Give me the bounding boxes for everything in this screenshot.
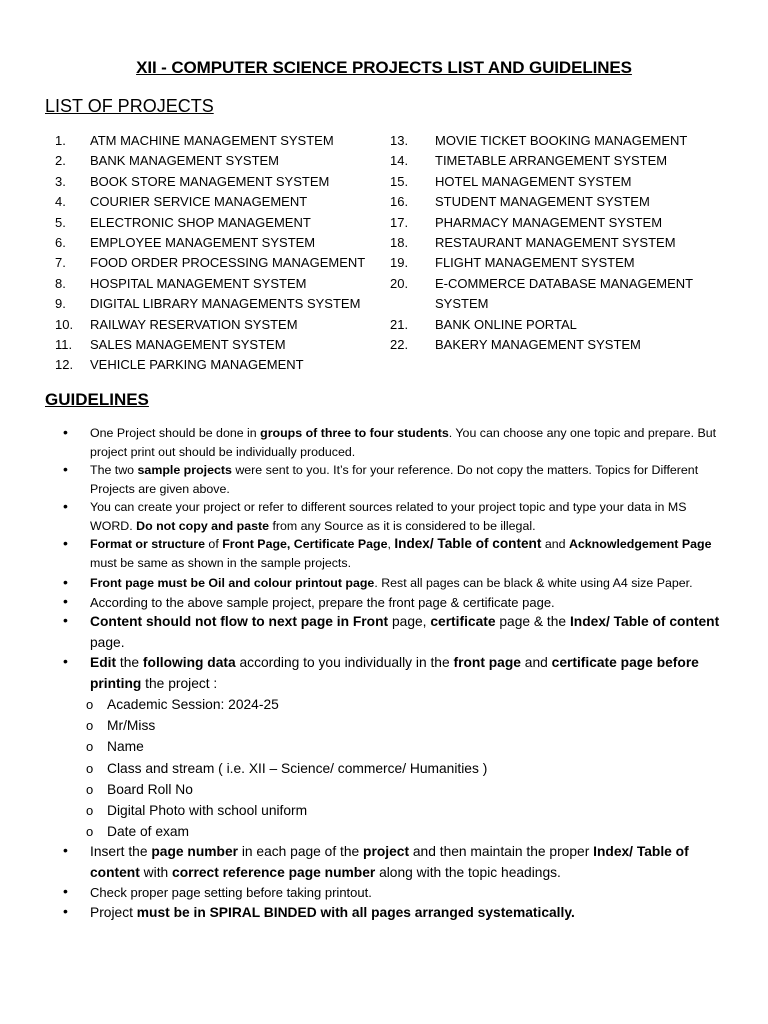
project-name: FLIGHT MANAGEMENT SYSTEM <box>435 255 635 271</box>
projects-list-left <box>45 131 400 376</box>
edit-field-item <box>86 736 723 757</box>
guidelines-heading: GUIDELINES <box>45 390 149 409</box>
project-name: E-COMMERCE DATABASE MANAGEMENT SYSTEM <box>435 275 693 312</box>
project-name: TIMETABLE ARRANGEMENT SYSTEM <box>435 153 668 169</box>
guideline-item <box>63 461 723 498</box>
project-number: 21. <box>390 316 409 332</box>
project-number: 7. <box>55 255 66 271</box>
bullet-icon: • <box>63 461 68 477</box>
guideline-item <box>63 653 723 694</box>
project-number: 2. <box>55 153 66 169</box>
project-number: 10. <box>55 316 74 332</box>
project-number: 3. <box>55 173 66 189</box>
guideline-item <box>63 498 723 535</box>
edit-fields-container <box>63 694 723 842</box>
page-title: XII - COMPUTER SCIENCE PROJECTS LIST AND GUIDELINES <box>136 58 632 77</box>
project-name: SALES MANAGEMENT SYSTEM <box>90 337 286 353</box>
guideline-text: Edit the following data according to you individually in the front page and certificate page before printing the project : <box>90 655 699 691</box>
project-name: STUDENT MANAGEMENT SYSTEM <box>435 194 650 210</box>
project-name: FOOD ORDER PROCESSING MANAGEMENT <box>90 255 366 271</box>
edit-field-text: Name <box>107 739 144 755</box>
project-number: 1. <box>55 133 66 148</box>
guideline-text: According to the above sample project, prepare the front page & certificate page. <box>90 594 555 610</box>
project-item <box>45 233 400 253</box>
edit-field-text: Board Roll No <box>107 781 193 797</box>
project-name: BAKERY MANAGEMENT SYSTEM <box>435 337 641 353</box>
edit-field-text: Date of exam <box>107 824 190 840</box>
edit-field-item <box>86 715 723 736</box>
guideline-text: The two sample projects were sent to you. It’s for your reference. Do not copy the matters. Topics for Different Projects are given above. <box>90 463 699 496</box>
project-number: 9. <box>55 296 66 312</box>
project-item <box>390 192 720 212</box>
project-name: BANK MANAGEMENT SYSTEM <box>90 153 280 169</box>
edit-field-text: Mr/Miss <box>107 718 156 734</box>
project-item <box>45 315 400 335</box>
project-name: ATM MACHINE MANAGEMENT SYSTEM <box>90 133 334 148</box>
guideline-item <box>63 424 723 461</box>
project-number: 5. <box>55 214 66 230</box>
project-item <box>45 294 400 314</box>
circle-bullet-icon: o <box>86 824 94 840</box>
edit-field-text: Academic Session: 2024-25 <box>107 697 279 712</box>
list-of-projects-heading: LIST OF PROJECTS <box>45 96 214 116</box>
project-number: 4. <box>55 194 66 210</box>
bullet-icon: • <box>63 498 68 514</box>
circle-bullet-icon: o <box>86 718 94 734</box>
edit-field-item <box>86 821 723 842</box>
project-number: 8. <box>55 275 66 291</box>
bullet-icon: • <box>63 612 68 628</box>
project-name: BANK ONLINE PORTAL <box>435 316 577 332</box>
project-item <box>390 213 720 233</box>
guideline-text: Content should not flow to next page in Front page, certificate page & the Index/ Table of content page. <box>90 614 720 650</box>
project-name: BOOK STORE MANAGEMENT SYSTEM <box>90 173 330 189</box>
project-name: COURIER SERVICE MANAGEMENT <box>90 194 308 210</box>
project-name: VEHICLE PARKING MANAGEMENT <box>90 357 304 373</box>
bullet-icon: • <box>63 653 68 669</box>
guideline-text: One Project should be done in groups of three to four students. You can choose any one topic and prepare. But project print out should be individually produced. <box>90 426 717 459</box>
project-item <box>390 335 720 355</box>
bullet-icon: • <box>63 902 68 919</box>
project-name: RESTAURANT MANAGEMENT SYSTEM <box>435 235 676 251</box>
project-name: HOSPITAL MANAGEMENT SYSTEM <box>90 275 307 291</box>
project-item <box>45 253 400 273</box>
bullet-icon: • <box>63 424 68 440</box>
project-item <box>390 131 720 151</box>
project-name: EMPLOYEE MANAGEMENT SYSTEM <box>90 235 316 251</box>
projects-list-right <box>390 131 720 355</box>
project-item <box>45 274 400 294</box>
project-item <box>390 253 720 273</box>
circle-bullet-icon: o <box>86 760 94 776</box>
guidelines-list <box>63 424 723 923</box>
project-number: 13. <box>390 133 409 148</box>
bullet-icon: • <box>63 574 68 590</box>
project-number: 6. <box>55 235 66 251</box>
circle-bullet-icon: o <box>86 803 94 819</box>
project-number: 20. <box>390 275 409 291</box>
project-name: RAILWAY RESERVATION SYSTEM <box>90 316 298 332</box>
bullet-icon: • <box>63 883 68 900</box>
guideline-text: Format or structure of Front Page, Certificate Page, Index/ Table of content and Acknowledgement Page must be same as shown in the sample projects. <box>90 536 712 570</box>
circle-bullet-icon: o <box>86 697 94 712</box>
project-number: 17. <box>390 214 409 230</box>
guideline-item <box>63 612 723 653</box>
project-name: MOVIE TICKET BOOKING MANAGEMENT <box>435 133 688 148</box>
guideline-item <box>63 883 723 903</box>
guideline-item <box>63 593 723 613</box>
project-number: 19. <box>390 255 409 271</box>
guideline-item <box>63 903 723 924</box>
project-item <box>390 151 720 171</box>
guideline-text: Front page must be Oil and colour printout page. Rest all pages can be black & white using A4 size Paper. <box>90 576 693 590</box>
edit-field-text: Class and stream ( i.e. XII – Science/ commerce/ Humanities ) <box>107 760 488 776</box>
edit-field-item <box>86 758 723 779</box>
guideline-item <box>63 574 723 593</box>
project-item <box>390 233 720 253</box>
project-number: 15. <box>390 173 409 189</box>
project-item <box>390 274 720 315</box>
project-name: HOTEL MANAGEMENT SYSTEM <box>435 173 632 189</box>
project-item <box>45 335 400 355</box>
edit-field-item <box>86 800 723 821</box>
edit-field-text: Digital Photo with school uniform <box>107 803 308 819</box>
project-number: 14. <box>390 153 409 169</box>
project-item <box>45 192 400 212</box>
project-number: 11. <box>55 337 73 353</box>
project-name: PHARMACY MANAGEMENT SYSTEM <box>435 214 663 230</box>
guideline-item <box>63 535 723 572</box>
guideline-item <box>63 842 723 883</box>
project-item <box>390 315 720 335</box>
edit-fields-list <box>86 694 723 842</box>
guideline-text: You can create your project or refer to different sources related to your project topic and type your data in MS WORD. Do not copy and paste from any Source as it is considered to be illegal. <box>90 500 687 533</box>
circle-bullet-icon: o <box>86 781 94 797</box>
circle-bullet-icon: o <box>86 739 94 755</box>
project-item <box>45 355 400 375</box>
project-name: ELECTRONIC SHOP MANAGEMENT <box>90 214 311 230</box>
project-name: DIGITAL LIBRARY MANAGEMENTS SYSTEM <box>90 296 361 312</box>
edit-field-item <box>86 694 723 715</box>
project-item <box>390 172 720 192</box>
project-item <box>45 172 400 192</box>
project-item <box>45 131 400 151</box>
guideline-text: Insert the page number in each page of the project and then maintain the proper Index/ Table of content with correct reference page number along with the topic headings. <box>90 844 689 880</box>
edit-field-item <box>86 779 723 800</box>
guideline-text: Project must be in SPIRAL BINDED with all pages arranged systematically. <box>90 904 575 920</box>
guideline-text: Check proper page setting before taking printout. <box>90 885 372 901</box>
project-number: 18. <box>390 235 409 251</box>
bullet-icon: • <box>63 592 68 609</box>
project-item <box>45 213 400 233</box>
bullet-icon: • <box>63 842 68 859</box>
project-item <box>45 151 400 171</box>
bullet-icon: • <box>63 535 68 551</box>
project-number: 16. <box>390 194 409 210</box>
project-number: 22. <box>390 337 409 353</box>
project-number: 12. <box>55 357 74 373</box>
